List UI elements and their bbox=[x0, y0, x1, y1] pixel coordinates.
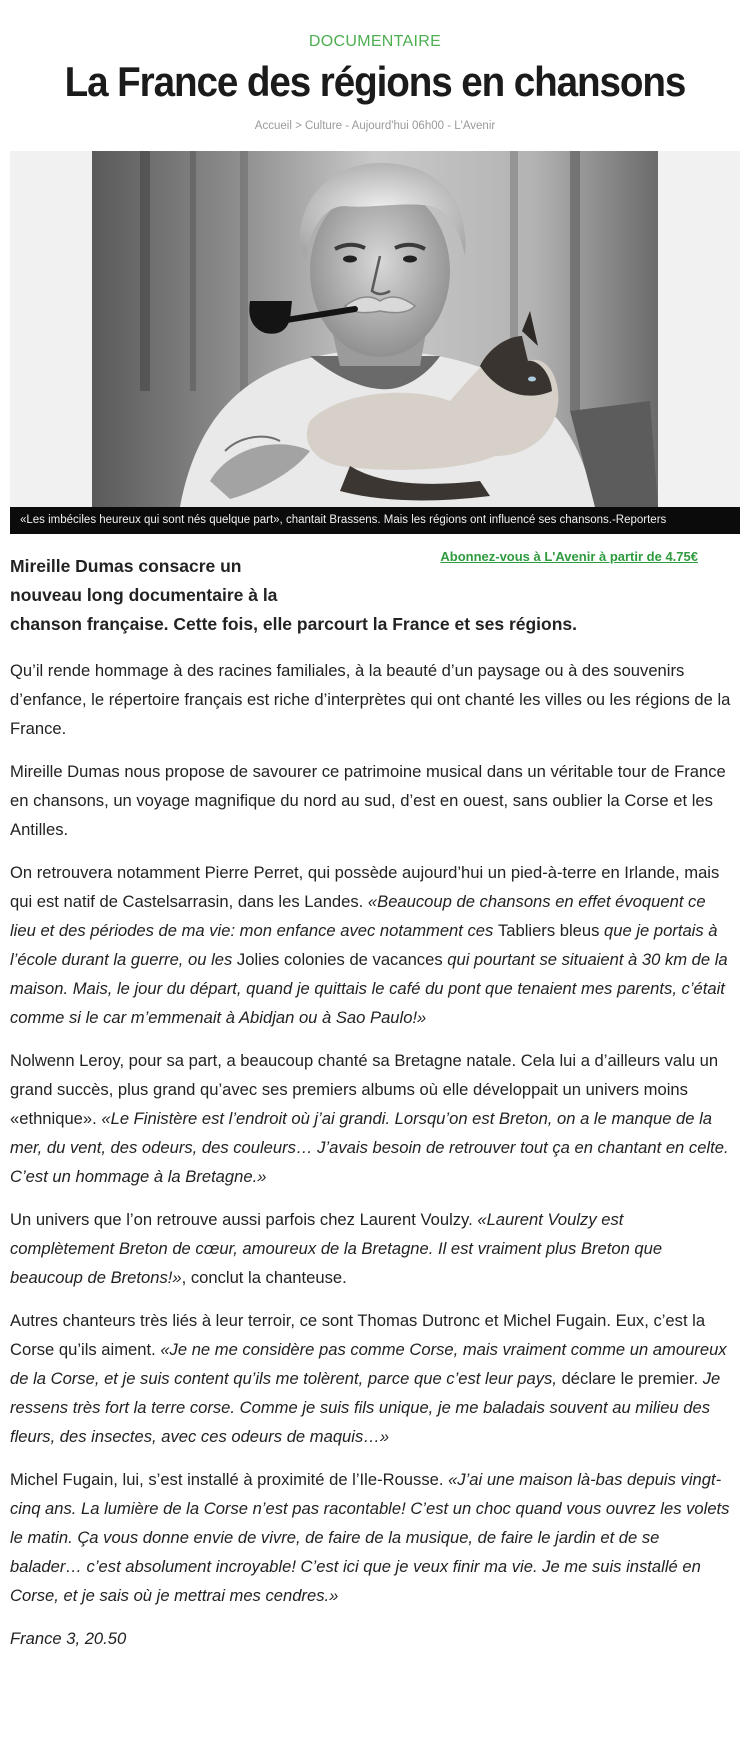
article-photo bbox=[10, 151, 740, 507]
song-title: Tabliers bleus bbox=[497, 921, 600, 940]
article-date-source: - Aujourd'hui 06h00 - L'Avenir bbox=[342, 120, 496, 132]
quote: Je ressens très fort la terre corse. Comme je suis fils unique, je me baladais souvent au milieu des fleurs, des insectes, avec ces odeurs de maquis…» bbox=[10, 1369, 721, 1446]
quote: «Beaucoup de chansons en effet évoquent ce lieu et des périodes de ma vie: mon enfance avec notamment ces bbox=[10, 892, 706, 940]
paragraph-text: Nolwenn Leroy, pour sa part, a beaucoup chanté sa Bretagne natale. Cela lui a d’ailleurs valu un grand succès, plus grand qu’avec ses premiers albums où elle développait un univers moins «ethnique». bbox=[10, 1051, 719, 1128]
paragraph-text: Michel Fugain, lui, s’est installé à proximité de l’Ile-Rousse. bbox=[10, 1470, 449, 1489]
paragraph bbox=[10, 1306, 732, 1451]
paragraph-text: déclare le premier. bbox=[556, 1369, 703, 1388]
quote: «Laurent Voulzy est complètement Breton de cœur, amoureux de la Bretagne. Il est vraiment plus Breton que beaucoup de Bretons!» bbox=[10, 1210, 663, 1287]
article-lead bbox=[10, 552, 740, 639]
paragraph: Qu’il rende hommage à des racines familiales, à la beauté d’un paysage ou à des souvenirs d’enfance, le répertoire français est riche d’interprètes qui ont chanté les villes ou les régions de la France. bbox=[10, 661, 731, 738]
breadcrumb-separator: > bbox=[291, 120, 305, 132]
quote: «J’ai une maison là-bas depuis vingt-cinq ans. La lumière de la Corse n’est pas racontable! C’est un choc quand vous ouvrez les volets le matin. Ça vous donne envie de vivre, de faire de la musique, de faire le jardin et de se balader… c’est absolument incroyable! C’est ici que je veux finir ma vie. Je me suis installé en Corse, et je sais où je mettrai mes cendres.» bbox=[10, 1470, 730, 1605]
quote: «Le Finistère est l’endroit où j’ai grandi. Lorsqu’on est Breton, on a le manque de la mer, du vent, des odeurs, des couleurs… J’avais besoin de retrouver tout ça en chantant en celte. C’est un hommage à la Bretagne.» bbox=[10, 1109, 729, 1186]
quote: qui pourtant se situaient à 30 km de la maison. Mais, le jour du départ, quand je quittais le café du pont que tenaient mes parents, c’était comme si le car m’emmenait à Abidjan ou à Sao Paulo!» bbox=[10, 950, 728, 1027]
subscribe-link[interactable]: Abonnez-vous à L'Avenir à partir de 4.75€ bbox=[440, 549, 698, 564]
article-title: La France des régions en chansons bbox=[64, 58, 686, 105]
breadcrumb-home-link[interactable]: Accueil bbox=[254, 120, 292, 132]
lead-line: Mireille Dumas consacre un bbox=[10, 556, 242, 576]
article-kicker: DOCUMENTAIRE bbox=[308, 33, 442, 50]
paragraph bbox=[10, 858, 732, 1032]
photo-illustration bbox=[10, 151, 740, 507]
song-title: Jolies colonies de vacances bbox=[236, 950, 443, 969]
quote: que je portais à l’école durant la guerre, ou les bbox=[10, 921, 718, 969]
paragraph-text: Autres chanteurs très liés à leur terroir, ce sont Thomas Dutronc et Michel Fugain. Eux, c’est la Corse qu’ils aiment. bbox=[10, 1311, 706, 1359]
paragraph bbox=[10, 1046, 732, 1191]
photo-caption: «Les imbéciles heureux qui sont nés quelque part», chantait Brassens. Mais les régions ont influencé ses chansons.-Reporters bbox=[10, 507, 740, 534]
breadcrumb bbox=[0, 118, 750, 134]
paragraph-text: On retrouvera notamment Pierre Perret, qui possède aujourd’hui un pied-à-terre en Irlande, mais qui est natif de Castelsarrasin, dans les Landes. bbox=[10, 863, 720, 911]
lead-line: nouveau long documentaire à la bbox=[10, 585, 278, 605]
quote: «Je ne me considère pas comme Corse, mais vraiment comme un amoureux de la Corse, et je suis content qu’ils me tolèrent, parce que c’est leur pays, bbox=[10, 1340, 727, 1388]
lead-block bbox=[10, 549, 740, 639]
breadcrumb-section-link[interactable]: Culture bbox=[304, 120, 343, 132]
broadcast-info: France 3, 20.50 bbox=[10, 1629, 127, 1648]
paragraph-text: , conclut la chanteuse. bbox=[181, 1268, 347, 1287]
lead-line: chanson française. Cette fois, elle parcourt la France et ses régions. bbox=[10, 614, 578, 634]
paragraph bbox=[10, 1205, 732, 1292]
paragraph bbox=[10, 1465, 732, 1610]
paragraph-text: Un univers que l’on retrouve aussi parfois chez Laurent Voulzy. bbox=[10, 1210, 478, 1229]
paragraph: Mireille Dumas nous propose de savourer ce patrimoine musical dans un véritable tour de France en chansons, un voyage magnifique du nord au sud, d’est en ouest, sans oublier la Corse et les Antilles. bbox=[10, 762, 726, 839]
